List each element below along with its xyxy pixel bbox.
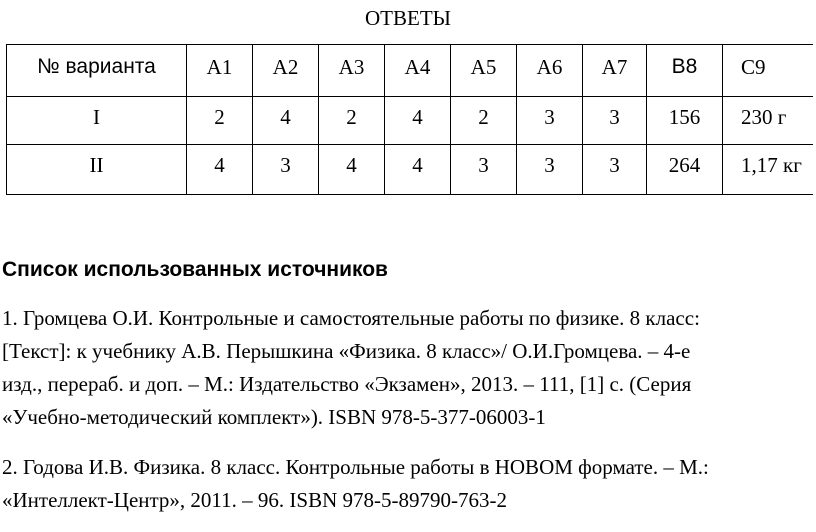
header-cell-b8: В8 bbox=[647, 45, 723, 97]
table-cell: 1,17 кг bbox=[723, 145, 813, 195]
table-cell: 4 bbox=[253, 97, 319, 145]
header-cell-a6: А6 bbox=[517, 45, 583, 97]
source-line: изд., перераб. и доп. – М.: Издательство «Экзамен», 2013. – 111, [1] с. (Серия bbox=[2, 372, 692, 396]
table-cell: 3 bbox=[583, 145, 647, 195]
header-cell-a2: А2 bbox=[253, 45, 319, 97]
header-cell-a4: А4 bbox=[385, 45, 451, 97]
table-cell: 3 bbox=[517, 145, 583, 195]
table-cell: 4 bbox=[385, 97, 451, 145]
table-cell: 3 bbox=[253, 145, 319, 195]
table-cell: 156 bbox=[647, 97, 723, 145]
answers-table bbox=[6, 44, 813, 195]
table-cell: I bbox=[7, 97, 187, 145]
header-cell-a1: А1 bbox=[187, 45, 253, 97]
source-item bbox=[2, 451, 816, 517]
source-item bbox=[2, 302, 816, 434]
table-cell: 2 bbox=[187, 97, 253, 145]
table-row bbox=[7, 97, 813, 145]
page-title: ОТВЕТЫ bbox=[365, 6, 451, 30]
header-cell-variant: № варианта bbox=[7, 45, 187, 97]
table-cell: 2 bbox=[451, 97, 517, 145]
table-cell: 3 bbox=[451, 145, 517, 195]
source-line: [Текст]: к учебнику А.В. Перышкина «Физика. 8 класс»/ О.И.Громцева. – 4-е bbox=[2, 339, 691, 363]
source-line: 2. Годова И.В. Физика. 8 класс. Контрольные работы в НОВОМ формате. – М.: bbox=[2, 455, 709, 479]
table-cell: 264 bbox=[647, 145, 723, 195]
source-line: «Интеллект-Центр», 2011. – 96. ISBN 978-5-89790-763-2 bbox=[2, 488, 507, 512]
header-cell-a5: А5 bbox=[451, 45, 517, 97]
source-line: 1. Громцева О.И. Контрольные и самостоятельные работы по физике. 8 класс: bbox=[2, 306, 700, 330]
table-cell: 3 bbox=[583, 97, 647, 145]
table-cell: 2 bbox=[319, 97, 385, 145]
header-cell-a3: А3 bbox=[319, 45, 385, 97]
table-header-row bbox=[7, 45, 813, 97]
sources-heading: Список использованных источников bbox=[2, 258, 388, 281]
table-cell: 4 bbox=[319, 145, 385, 195]
table-cell: II bbox=[7, 145, 187, 195]
header-cell-a7: А7 bbox=[583, 45, 647, 97]
table-cell: 4 bbox=[385, 145, 451, 195]
table-cell: 4 bbox=[187, 145, 253, 195]
header-cell-c9: С9 bbox=[723, 45, 813, 97]
table-cell: 3 bbox=[517, 97, 583, 145]
table-row bbox=[7, 145, 813, 195]
source-line: «Учебно-методический комплект»). ISBN 978-5-377-06003-1 bbox=[2, 405, 546, 429]
table-cell: 230 г bbox=[723, 97, 813, 145]
